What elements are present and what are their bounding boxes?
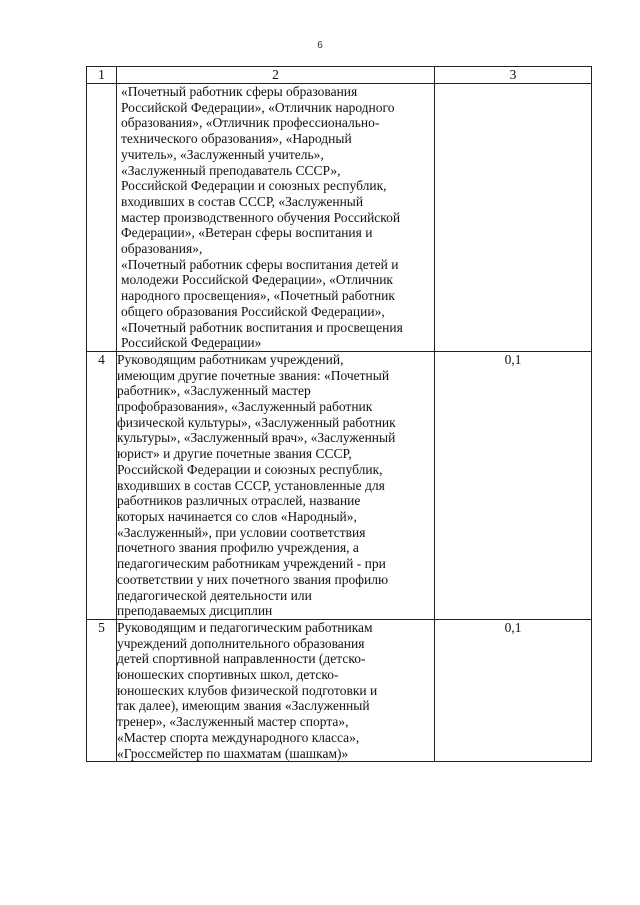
row-coefficient: 0,1 [435,351,592,619]
table-row [87,619,592,761]
column-number-3: 3 [435,67,592,84]
table-row [87,84,592,352]
column-number-2: 2 [117,67,435,84]
row-description: Руководящим работникам учреждений, имеющим другие почетные звания: «Почетный работник», «Заслуженный мастер профобразования», «Заслуженный работник физической культуры», «Заслуженный работник культуры», «Заслуженный врач», «Заслуженный юрист» и другие почетные звания СССР, Российской Федерации и союзных республик, входивших в состав СССР, установленные для работников различных отраслей, название которых начинается со слов «Народный», «Заслуженный», при условии соответствия почетного звания профилю учреждения, а педагогическим работникам учреждений - при соответствии у них почетного звания профилю педагогической деятельности или преподаваемых дисциплин [117,351,435,619]
table-row [87,351,592,619]
column-number-1: 1 [87,67,117,84]
row-number: 4 [87,351,117,619]
row-number: 5 [87,619,117,761]
row-description: «Почетный работник сферы образования Российской Федерации», «Отличник народного образования», «Отличник профессионально- технического образования», «Народный учитель», «Заслуженный учитель», «Заслуженный преподаватель СССР», Российской Федерации и союзных республик, входивших в состав СССР, «Заслуженный мастер производственного обучения Российской Федерации», «Ветеран сферы воспитания и образования», «Почетный работник сферы воспитания детей и молодежи Российской Федерации», «Отличник народного просвещения», «Почетный работник общего образования Российской Федерации», «Почетный работник воспитания и просвещения Российской Федерации» [117,84,435,352]
row-number [87,84,117,352]
row-coefficient: 0,1 [435,619,592,761]
allowance-table [86,66,592,762]
page-number: 6 [317,40,323,51]
row-description: Руководящим и педагогическим работникам учреждений дополнительного образования детей спортивной направленности (детско- юношеских спортивных школ, детско- юношеских клубов физической подготовки и так далее), имеющим звания «Заслуженный тренер», «Заслуженный мастер спорта», «Мастер спорта международного класса», «Гроссмейстер по шахматам (шашкам)» [117,619,435,761]
row-coefficient [435,84,592,352]
table-header-row [87,67,592,84]
